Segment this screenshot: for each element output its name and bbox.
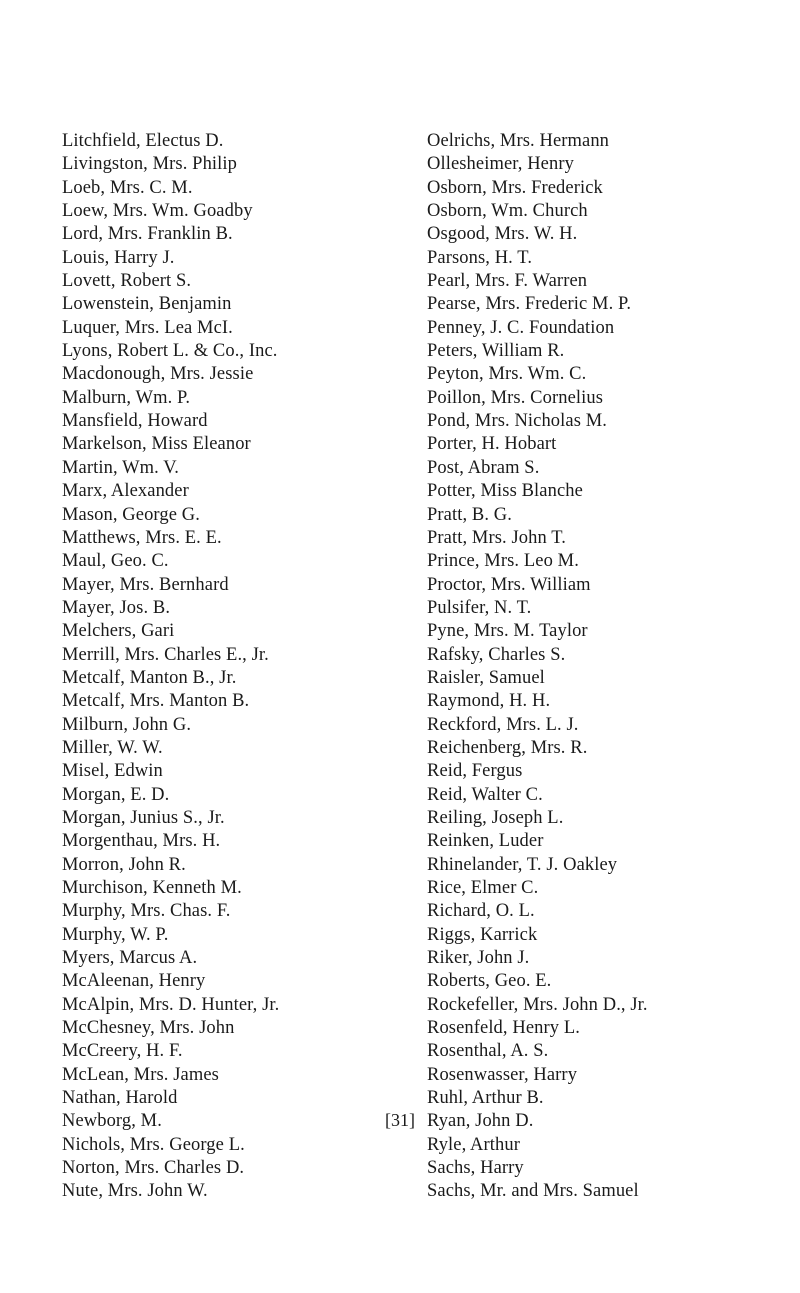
name-entry: Pearse, Mrs. Frederic M. P. xyxy=(427,294,632,315)
name-entry: Murphy, W. P. xyxy=(62,924,169,945)
name-entry: Pyne, Mrs. M. Taylor xyxy=(427,621,588,642)
name-entry: Richard, O. L. xyxy=(427,901,535,922)
name-entry: Pearl, Mrs. F. Warren xyxy=(427,271,588,292)
name-entry: Murphy, Mrs. Chas. F. xyxy=(62,901,231,922)
name-entry: Raymond, H. H. xyxy=(427,691,551,712)
name-entry: Murchison, Kenneth M. xyxy=(62,878,242,898)
name-entry: Riker, John J. xyxy=(427,948,530,969)
name-entry: Pulsifer, N. T. xyxy=(427,597,532,618)
name-entry: Potter, Miss Blanche xyxy=(427,481,583,502)
name-entry: Louis, Harry J. xyxy=(62,247,175,268)
right-name-column xyxy=(427,130,787,1204)
name-entry: Raisler, Samuel xyxy=(427,667,545,688)
name-entry: Reid, Fergus xyxy=(427,761,523,782)
name-entry: Sachs, Mr. and Mrs. Samuel xyxy=(427,1181,639,1202)
name-entry: Mason, George G. xyxy=(62,504,200,525)
name-entry: Porter, H. Hobart xyxy=(427,434,557,455)
name-entry: Matthews, Mrs. E. E. xyxy=(62,527,222,548)
name-entry: Prince, Mrs. Leo M. xyxy=(427,551,579,572)
name-entry: Morron, John R. xyxy=(62,854,186,875)
name-entry: Merrill, Mrs. Charles E., Jr. xyxy=(62,644,269,665)
name-entry: Mayer, Jos. B. xyxy=(62,597,171,618)
name-entry: Riggs, Karrick xyxy=(427,924,538,945)
name-entry: Rosenwasser, Harry xyxy=(427,1064,578,1085)
name-entry: Parsons, H. T. xyxy=(427,247,533,268)
name-entry: Newborg, M. xyxy=(62,1111,162,1132)
name-entry: Pond, Mrs. Nicholas M. xyxy=(427,411,608,432)
name-entry: Loew, Mrs. Wm. Goadby xyxy=(62,201,253,222)
name-entry: Reichenberg, Mrs. R. xyxy=(427,737,588,758)
name-entry: Metcalf, Mrs. Manton B. xyxy=(62,691,250,712)
name-entry: Penney, J. C. Foundation xyxy=(427,317,615,338)
name-entry: Mansfield, Howard xyxy=(62,411,208,432)
name-entry: Roberts, Geo. E. xyxy=(427,971,552,992)
name-entry: Ruhl, Arthur B. xyxy=(427,1088,544,1109)
name-entry: Milburn, John G. xyxy=(62,714,192,735)
name-entry: Proctor, Mrs. William xyxy=(427,574,591,595)
name-entry: Ryan, John D. xyxy=(427,1111,534,1132)
name-entry: Maul, Geo. C. xyxy=(62,551,169,572)
name-entry: McAlpin, Mrs. D. Hunter, Jr. xyxy=(62,994,280,1015)
name-entry: Ollesheimer, Henry xyxy=(427,154,574,175)
name-entry: Pratt, Mrs. John T. xyxy=(427,527,566,548)
name-entry: Pratt, B. G. xyxy=(427,504,512,525)
page-number: [31] xyxy=(385,1110,415,1130)
name-entry: Nute, Mrs. John W. xyxy=(62,1181,208,1202)
name-entry: Loeb, Mrs. C. M. xyxy=(62,177,193,198)
name-entry: Rafsky, Charles S. xyxy=(427,644,566,665)
name-entry: McLean, Mrs. James xyxy=(62,1064,219,1085)
name-entry: Lovett, Robert S. xyxy=(62,271,192,292)
name-entry: Post, Abram S. xyxy=(427,457,540,478)
name-entry: Rosenthal, A. S. xyxy=(427,1041,549,1062)
name-entry: Reiling, Joseph L. xyxy=(427,807,564,828)
name-entry: Reckford, Mrs. L. J. xyxy=(427,714,579,735)
name-entry: Lyons, Robert L. & Co., Inc. xyxy=(62,341,278,362)
name-entry: Myers, Marcus A. xyxy=(62,948,198,969)
name-entry: Peyton, Mrs. Wm. C. xyxy=(427,364,587,385)
name-entry: Lowenstein, Benjamin xyxy=(62,294,232,315)
name-entry: Martin, Wm. V. xyxy=(62,457,180,478)
name-entry: Nichols, Mrs. George L. xyxy=(62,1134,245,1155)
name-entry: Lord, Mrs. Franklin B. xyxy=(62,224,233,245)
name-entry: Rhinelander, T. J. Oakley xyxy=(427,854,618,875)
name-entry: Reid, Walter C. xyxy=(427,784,543,805)
name-entry: McCreery, H. F. xyxy=(62,1041,183,1062)
name-entry: Miller, W. W. xyxy=(62,737,163,758)
name-entry: McAleenan, Henry xyxy=(62,971,206,992)
left-name-column xyxy=(62,130,402,1204)
name-entry: McChesney, Mrs. John xyxy=(62,1018,235,1039)
name-entry: Rice, Elmer C. xyxy=(427,878,539,898)
name-entry: Morgenthau, Mrs. H. xyxy=(62,831,221,852)
name-entry: Reinken, Luder xyxy=(427,831,544,852)
name-entry: Morgan, Junius S., Jr. xyxy=(62,807,225,828)
name-entry: Oelrichs, Mrs. Hermann xyxy=(427,131,610,151)
name-entry: Osborn, Wm. Church xyxy=(427,201,588,222)
name-entry: Morgan, E. D. xyxy=(62,784,170,805)
name-entry: Rosenfeld, Henry L. xyxy=(427,1018,580,1039)
name-entry: Marx, Alexander xyxy=(62,481,189,502)
name-entry: Sachs, Harry xyxy=(427,1158,524,1179)
name-entry: Nathan, Harold xyxy=(62,1088,178,1109)
name-entry: Metcalf, Manton B., Jr. xyxy=(62,667,237,688)
name-entry: Luquer, Mrs. Lea McI. xyxy=(62,317,233,338)
name-entry: Mayer, Mrs. Bernhard xyxy=(62,574,229,595)
name-entry: Litchfield, Electus D. xyxy=(62,131,224,151)
name-entry: Ryle, Arthur xyxy=(427,1134,520,1155)
name-entry: Poillon, Mrs. Cornelius xyxy=(427,387,604,408)
name-entry: Malburn, Wm. P. xyxy=(62,387,191,408)
name-entry: Markelson, Miss Eleanor xyxy=(62,434,251,455)
name-entry: Misel, Edwin xyxy=(62,761,163,782)
name-entry: Livingston, Mrs. Philip xyxy=(62,154,237,175)
name-entry: Osborn, Mrs. Frederick xyxy=(427,177,603,198)
name-entry: Norton, Mrs. Charles D. xyxy=(62,1158,245,1179)
name-entry: Rockefeller, Mrs. John D., Jr. xyxy=(427,994,648,1015)
name-entry: Macdonough, Mrs. Jessie xyxy=(62,364,254,385)
name-entry: Peters, William R. xyxy=(427,341,565,362)
name-entry: Osgood, Mrs. W. H. xyxy=(427,224,578,245)
name-entry: Melchers, Gari xyxy=(62,621,175,642)
